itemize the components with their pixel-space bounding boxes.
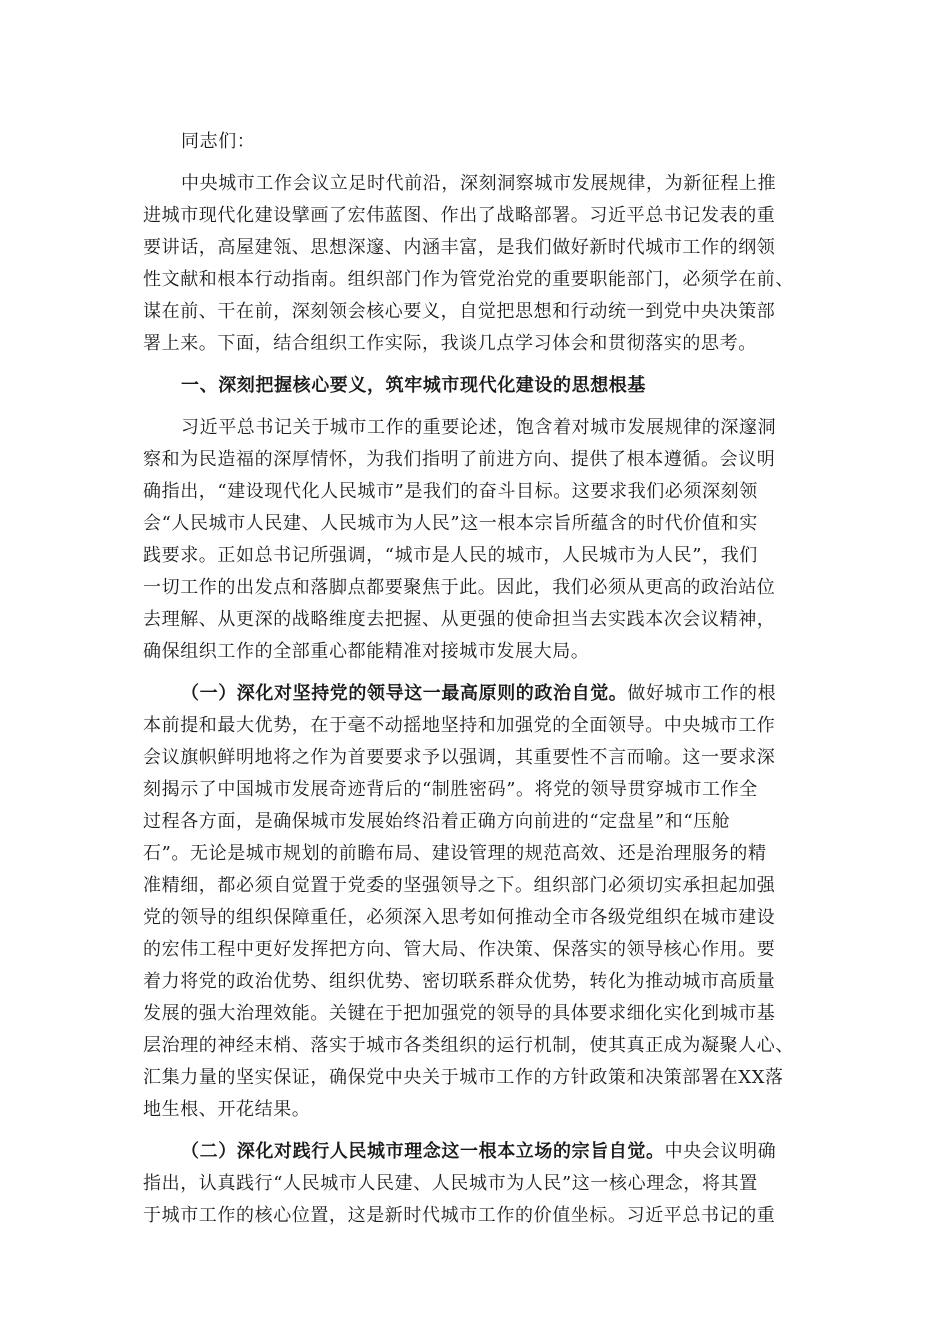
text-line: 着力将党的政治优势、组织优势、密切联系群众优势，转化为推动城市高质量 bbox=[143, 971, 776, 992]
text-line: 汇集力量的坚实保证，确保党中央关于城市工作的方针政策和决策部署在XX落 bbox=[143, 1067, 784, 1088]
text-line: 于城市工作的核心位置，这是新时代城市工作的价值坐标。习近平总书记的重 bbox=[143, 1205, 776, 1226]
text-line: 谋在前、干在前，深刻领会核心要义，自觉把思想和行动统一到党中央决策部 bbox=[143, 301, 776, 322]
text-line: 刻揭示了中国城市发展奇迹背后的“制胜密码”。将党的领导贯穿城市工作全 bbox=[143, 779, 758, 800]
text-line: 层治理的神经末梢、落实于城市各类组织的运行机制，使其真正成为凝聚人心、 bbox=[143, 1035, 794, 1056]
text-line: 中央城市工作会议立足时代前沿，深刻洞察城市发展规律，为新征程上推 bbox=[181, 173, 777, 194]
text-line bbox=[143, 678, 807, 710]
text-line: 确指出，“建设现代化人民城市”是我们的奋斗目标。这要求我们必须深刻领 bbox=[143, 481, 758, 502]
text-line: 发展的强大治理效能。关键在于把加强党的领导的具体要求细化实化到城市基 bbox=[143, 1003, 776, 1024]
document-page bbox=[143, 126, 807, 1232]
salutation: 同志们： bbox=[181, 131, 256, 152]
text-line: 准精细，都必须自觉置于党委的坚强领导之下。组织部门必须切实承担起加强 bbox=[143, 875, 776, 896]
section-1-paragraph bbox=[143, 412, 807, 668]
text-line: 践要求。正如总书记所强调，“城市是人民的城市，人民城市为人民”，我们 bbox=[143, 545, 758, 566]
intro-paragraph bbox=[143, 168, 807, 360]
text-line: 去理解、从更深的战略维度去把握、从更强的使命担当去实践本次会议精神， bbox=[143, 609, 776, 630]
text-line: 察和为民造福的深厚情怀，为我们指明了前进方向、提供了根本遵循。会议明 bbox=[143, 449, 776, 470]
text-line: 习近平总书记关于城市工作的重要论述，饱含着对城市发展规律的深邃洞 bbox=[181, 417, 777, 438]
text-line: 的宏伟工程中更好发挥把方向、管大局、作决策、保落实的领导核心作用。要 bbox=[143, 939, 776, 960]
subsection-1-paragraph bbox=[143, 678, 807, 1126]
text-line: 指出，认真践行“人民城市人民建、人民城市为人民”这一核心理念，将其置 bbox=[143, 1173, 758, 1194]
text-line: 一切工作的出发点和落脚点都要聚焦于此。因此，我们必须从更高的政治站位 bbox=[143, 577, 776, 598]
subsection-1-title: （一）深化对坚持党的领导这一最高原则的政治自觉。 bbox=[181, 683, 628, 704]
subsection-2-title: （二）深化对践行人民城市理念这一根本立场的宗旨自觉。 bbox=[181, 1141, 665, 1162]
text-line: 本前提和最大优势，在于毫不动摇地坚持和加强党的全面领导。中央城市工作 bbox=[143, 715, 776, 736]
section-heading-1: 一、深刻把握核心要义，筑牢城市现代化建设的思想根基 bbox=[181, 375, 646, 396]
text-line bbox=[143, 1136, 807, 1168]
text-line: 过程各方面，是确保城市发展始终沿着正确方向前进的“定盘星”和“压舱 bbox=[143, 811, 731, 832]
text-line: 石”。无论是城市规划的前瞻布局、建设管理的规范高效、还是治理服务的精 bbox=[143, 843, 767, 864]
text-line: 党的领导的组织保障重任，必须深入思考如何推动全市各级党组织在城市建设 bbox=[143, 907, 776, 928]
text-line: 会议旗帜鲜明地将之作为首要要求予以强调，其重要性不言而喻。这一要求深 bbox=[143, 747, 776, 768]
subsection-2-paragraph bbox=[143, 1136, 807, 1232]
text-line: 性文献和根本行动指南。组织部门作为管党治党的重要职能部门，必须学在前、 bbox=[143, 269, 794, 290]
text-line: 地生根、开花结果。 bbox=[143, 1099, 311, 1120]
subsection-2-lead: 中央会议明确 bbox=[664, 1141, 777, 1162]
subsection-1-lead: 做好城市工作的根 bbox=[627, 683, 777, 704]
text-line: 会“人民城市人民建、人民城市为人民”这一根本宗旨所蕴含的时代价值和实 bbox=[143, 513, 758, 534]
text-line: 进城市现代化建设擘画了宏伟蓝图、作出了战略部署。习近平总书记发表的重 bbox=[143, 205, 776, 226]
text-line: 确保组织工作的全部重心都能精准对接城市发展大局。 bbox=[143, 641, 590, 662]
text-line: 署上来。下面，结合组织工作实际，我谈几点学习体会和贯彻落实的思考。 bbox=[143, 333, 757, 354]
text-line: 要讲话，高屋建瓴、思想深邃、内涵丰富，是我们做好新时代城市工作的纲领 bbox=[143, 237, 776, 258]
